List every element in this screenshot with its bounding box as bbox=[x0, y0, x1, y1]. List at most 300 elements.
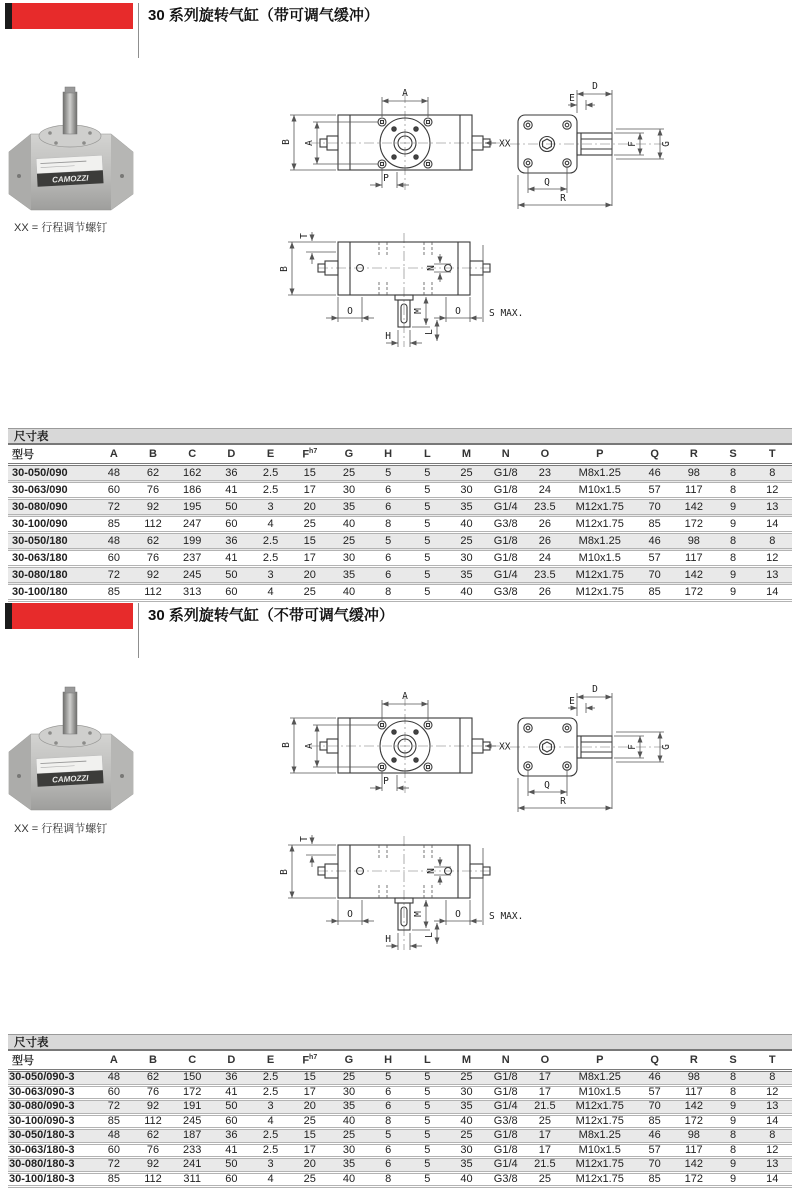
column-header: T bbox=[753, 1051, 792, 1071]
dimension-cell: G1/4 bbox=[486, 567, 525, 584]
dimension-cell: 142 bbox=[674, 567, 713, 584]
dimension-cell: M8x1.25 bbox=[564, 1129, 635, 1144]
dimension-cell: 57 bbox=[635, 1143, 674, 1158]
dimension-cell: 8 bbox=[713, 465, 752, 482]
dimension-cell: 25 bbox=[290, 584, 329, 601]
dimension-cell: 5 bbox=[408, 1158, 447, 1173]
dimension-cell: 15 bbox=[290, 533, 329, 550]
column-header: $F^{h7}$ bbox=[290, 1051, 329, 1071]
model-cell: 30-100/090 bbox=[8, 516, 94, 533]
column-header: 型号 bbox=[8, 1051, 94, 1071]
dimension-cell: 9 bbox=[713, 1100, 752, 1115]
dimension-cell: 8 bbox=[713, 533, 752, 550]
bottom-view bbox=[279, 232, 523, 347]
dimension-cell: 25 bbox=[447, 533, 486, 550]
dimension-cell: 26 bbox=[525, 584, 564, 601]
dim-label-q: Q bbox=[544, 177, 550, 188]
dimension-cell: 6 bbox=[369, 567, 408, 584]
page-title-2: 30 系列旋转气缸（不带可调气缓冲） bbox=[148, 607, 394, 624]
dimension-cell: 15 bbox=[290, 1071, 329, 1086]
dimension-cell: M10x1.5 bbox=[564, 1085, 635, 1100]
dimension-cell: G1/8 bbox=[486, 1071, 525, 1086]
model-cell: 30-063/090-3 bbox=[8, 1085, 94, 1100]
dimension-cell: M12x1.75 bbox=[564, 567, 635, 584]
dimension-cell: 172 bbox=[674, 1172, 713, 1187]
dimension-cell: 5 bbox=[408, 499, 447, 516]
dimension-cell: 70 bbox=[635, 567, 674, 584]
dimension-cell: 36 bbox=[212, 1071, 251, 1086]
table-title: 尺寸表 bbox=[8, 1034, 792, 1051]
dimension-cell: 40 bbox=[329, 584, 368, 601]
dimension-cell: 60 bbox=[94, 482, 133, 499]
dimension-cell: 85 bbox=[94, 1172, 133, 1187]
dimension-cell: 35 bbox=[329, 1100, 368, 1115]
dimension-cell: 3 bbox=[251, 499, 290, 516]
dimension-cell: 25 bbox=[329, 1071, 368, 1086]
dimension-cell: 62 bbox=[133, 1071, 172, 1086]
dimension-cell: 2.5 bbox=[251, 1071, 290, 1086]
column-header: S bbox=[713, 1051, 752, 1071]
dimension-cell: 46 bbox=[635, 533, 674, 550]
dimension-cell: 150 bbox=[173, 1071, 212, 1086]
dimension-cell: 41 bbox=[212, 482, 251, 499]
dimension-cell: 98 bbox=[674, 1129, 713, 1144]
column-header: T bbox=[753, 445, 792, 465]
brand-label: CAMOZZI bbox=[51, 173, 89, 185]
dimension-cell: 25 bbox=[447, 465, 486, 482]
dimension-cell: 26 bbox=[525, 533, 564, 550]
dimension-cell: 5 bbox=[369, 465, 408, 482]
dimension-cell: 12 bbox=[753, 550, 792, 567]
dimension-cell: 70 bbox=[635, 499, 674, 516]
dimension-cell: G3/8 bbox=[486, 584, 525, 601]
dimension-cell: 311 bbox=[173, 1172, 212, 1187]
column-header: L bbox=[408, 1051, 447, 1071]
dimension-cell: 72 bbox=[94, 567, 133, 584]
dimension-cell: 8 bbox=[369, 1172, 408, 1187]
dimension-cell: 36 bbox=[212, 533, 251, 550]
dimension-cell: 8 bbox=[369, 584, 408, 601]
dimension-cell: 186 bbox=[173, 482, 212, 499]
dimension-cell: 8 bbox=[713, 1143, 752, 1158]
dim-label-e: E bbox=[569, 93, 575, 104]
dimension-cell: 142 bbox=[674, 1158, 713, 1173]
table-row bbox=[8, 499, 792, 516]
dimension-cell: 6 bbox=[369, 550, 408, 567]
dimension-cell: 98 bbox=[674, 533, 713, 550]
column-header: N bbox=[486, 1051, 525, 1071]
dimension-cell: 60 bbox=[212, 1114, 251, 1129]
dim-label-n: N bbox=[426, 265, 437, 271]
drawing-note: XX = 行程调节螺钉 bbox=[14, 823, 108, 835]
dimension-cell: 57 bbox=[635, 1085, 674, 1100]
dimension-cell: 70 bbox=[635, 1100, 674, 1115]
dimension-cell: 85 bbox=[635, 1114, 674, 1129]
dimension-cell: 60 bbox=[212, 584, 251, 601]
page-title: 30 系列旋转气缸（带可调气缓冲） bbox=[148, 7, 379, 24]
dimension-cell: 13 bbox=[753, 1158, 792, 1173]
shaft bbox=[63, 92, 77, 134]
dim-label-l: L bbox=[424, 329, 435, 335]
dimension-cell: G1/8 bbox=[486, 1143, 525, 1158]
table-row bbox=[8, 1158, 792, 1173]
dimension-cell: 17 bbox=[290, 550, 329, 567]
dimension-cell: 117 bbox=[674, 550, 713, 567]
column-header: H bbox=[369, 1051, 408, 1071]
dimension-cell: G1/8 bbox=[486, 1129, 525, 1144]
dimension-cell: 48 bbox=[94, 533, 133, 550]
dimension-cell: 172 bbox=[674, 1114, 713, 1129]
dimension-cell: M12x1.75 bbox=[564, 1158, 635, 1173]
dimension-cell: 6 bbox=[369, 1100, 408, 1115]
dimension-cell: M12x1.75 bbox=[564, 516, 635, 533]
model-cell: 30-080/180-3 bbox=[8, 1158, 94, 1173]
dimension-cell: 35 bbox=[329, 567, 368, 584]
dimension-cell: 57 bbox=[635, 482, 674, 499]
dimension-cell: 5 bbox=[408, 584, 447, 601]
dimension-cell: 117 bbox=[674, 1143, 713, 1158]
column-header: H bbox=[369, 445, 408, 465]
dimension-cell: 172 bbox=[173, 1085, 212, 1100]
dimension-cell: G3/8 bbox=[486, 516, 525, 533]
dimension-cell: 46 bbox=[635, 1071, 674, 1086]
dimension-cell: 85 bbox=[94, 516, 133, 533]
dimension-cell: 142 bbox=[674, 499, 713, 516]
dimension-cell: 60 bbox=[94, 1085, 133, 1100]
model-cell: 30-100/180-3 bbox=[8, 1172, 94, 1187]
dimension-cell: 85 bbox=[94, 1114, 133, 1129]
dimension-cell: G1/8 bbox=[486, 533, 525, 550]
dim-label-p: P bbox=[383, 173, 389, 184]
dimension-cell: 117 bbox=[674, 1085, 713, 1100]
dimension-cell: 112 bbox=[133, 1172, 172, 1187]
model-cell: 30-050/180-3 bbox=[8, 1129, 94, 1144]
dimension-cell: 85 bbox=[635, 1172, 674, 1187]
dimension-cell: 35 bbox=[329, 499, 368, 516]
dimension-cell: 2.5 bbox=[251, 550, 290, 567]
dimension-cell: 5 bbox=[408, 1129, 447, 1144]
dimension-cell: 2.5 bbox=[251, 1129, 290, 1144]
dim-label-b: B bbox=[281, 139, 292, 145]
column-header: E bbox=[251, 445, 290, 465]
model-cell: 30-080/090 bbox=[8, 499, 94, 516]
dimension-cell: 9 bbox=[713, 499, 752, 516]
dimension-cell: 41 bbox=[212, 1085, 251, 1100]
dimension-cell: G1/8 bbox=[486, 465, 525, 482]
dim-label-a2: A bbox=[304, 140, 315, 146]
dimension-cell: M12x1.75 bbox=[564, 584, 635, 601]
model-cell: 30-050/180 bbox=[8, 533, 94, 550]
dimension-cell: 25 bbox=[329, 465, 368, 482]
dimension-cell: 241 bbox=[173, 1158, 212, 1173]
table-row bbox=[8, 533, 792, 550]
dim-label-d: D bbox=[592, 81, 598, 92]
dimension-cell: 60 bbox=[212, 516, 251, 533]
dimension-cell: 9 bbox=[713, 516, 752, 533]
dimension-cell: 46 bbox=[635, 465, 674, 482]
dimension-cell: 25 bbox=[290, 516, 329, 533]
dimension-cell: 9 bbox=[713, 1158, 752, 1173]
banner-accent-red bbox=[12, 603, 133, 629]
dimension-cell: 24 bbox=[525, 550, 564, 567]
dimension-cell: 72 bbox=[94, 1100, 133, 1115]
dimension-cell: 30 bbox=[447, 1085, 486, 1100]
dimension-cell: 8 bbox=[713, 1071, 752, 1086]
dimension-cell: 40 bbox=[447, 1172, 486, 1187]
dimension-cell: 20 bbox=[290, 567, 329, 584]
dimension-cell: 23.5 bbox=[525, 567, 564, 584]
dimension-cell: 17 bbox=[525, 1129, 564, 1144]
dimension-cell: 9 bbox=[713, 584, 752, 601]
dimension-cell: 23.5 bbox=[525, 499, 564, 516]
dimension-cell: G1/8 bbox=[486, 482, 525, 499]
dimension-cell: 8 bbox=[753, 1071, 792, 1086]
dimension-cell: 13 bbox=[753, 1100, 792, 1115]
dimension-cell: 4 bbox=[251, 1172, 290, 1187]
dimension-cell: 187 bbox=[173, 1129, 212, 1144]
dimension-cell: 12 bbox=[753, 1143, 792, 1158]
dim-label-smax: S MAX. bbox=[489, 308, 524, 319]
dimension-cell: 98 bbox=[674, 465, 713, 482]
dim-label-m: M bbox=[413, 308, 424, 314]
dimension-cell: 142 bbox=[674, 1100, 713, 1115]
banner-accent-red bbox=[12, 3, 133, 29]
dimension-cell: 5 bbox=[369, 1071, 408, 1086]
dimension-cell: M12x1.75 bbox=[564, 499, 635, 516]
table-title: 尺寸表 bbox=[8, 428, 792, 445]
dimension-cell: 41 bbox=[212, 1143, 251, 1158]
dimension-cell: G1/4 bbox=[486, 499, 525, 516]
dimension-cell: 23 bbox=[525, 465, 564, 482]
column-header: $F^{h7}$ bbox=[290, 445, 329, 465]
dimension-cell: 25 bbox=[525, 1172, 564, 1187]
dimension-cell: 3 bbox=[251, 1100, 290, 1115]
dimension-cell: 60 bbox=[94, 550, 133, 567]
dimension-cell: 313 bbox=[173, 584, 212, 601]
dimension-cell: 14 bbox=[753, 1172, 792, 1187]
dimension-cell: 25 bbox=[447, 1071, 486, 1086]
dimension-cell: 6 bbox=[369, 1085, 408, 1100]
dimension-cell: 72 bbox=[94, 499, 133, 516]
dimension-cell: 30 bbox=[329, 1143, 368, 1158]
dimension-cell: 8 bbox=[713, 482, 752, 499]
dimension-cell: 30 bbox=[447, 1143, 486, 1158]
model-cell: 30-100/090-3 bbox=[8, 1114, 94, 1129]
dimension-cell: 5 bbox=[408, 1143, 447, 1158]
column-header: A bbox=[94, 445, 133, 465]
column-header: A bbox=[94, 1051, 133, 1071]
dimension-table-section bbox=[8, 428, 792, 602]
table-row bbox=[8, 516, 792, 533]
dimension-cell: 60 bbox=[212, 1172, 251, 1187]
section-banner bbox=[5, 3, 133, 29]
column-header: G bbox=[329, 1051, 368, 1071]
dimension-cell: 62 bbox=[133, 1129, 172, 1144]
column-header: D bbox=[212, 1051, 251, 1071]
dimension-cell: 62 bbox=[133, 533, 172, 550]
column-header: M bbox=[447, 445, 486, 465]
dimension-cell: 20 bbox=[290, 499, 329, 516]
dimension-cell: 21.5 bbox=[525, 1100, 564, 1115]
dimension-cell: 35 bbox=[447, 567, 486, 584]
dimension-cell: 14 bbox=[753, 1114, 792, 1129]
dimension-cell: 2.5 bbox=[251, 1085, 290, 1100]
dimension-cell: 35 bbox=[447, 1158, 486, 1173]
dim-label-o: O bbox=[347, 306, 353, 317]
dimension-cell: 112 bbox=[133, 516, 172, 533]
product-photo bbox=[5, 686, 137, 836]
dimension-cell: 92 bbox=[133, 1158, 172, 1173]
column-header: Q bbox=[635, 1051, 674, 1071]
dimension-cell: 15 bbox=[290, 465, 329, 482]
column-header: R bbox=[674, 1051, 713, 1071]
dimension-cell: 8 bbox=[369, 516, 408, 533]
technical-drawing bbox=[270, 678, 800, 963]
dim-label-r: R bbox=[560, 193, 566, 204]
dimension-cell: 40 bbox=[447, 1114, 486, 1129]
column-header: O bbox=[525, 1051, 564, 1071]
dimension-cell: 8 bbox=[753, 465, 792, 482]
dimension-cell: 17 bbox=[290, 1085, 329, 1100]
dimension-cell: M10x1.5 bbox=[564, 550, 635, 567]
dimension-cell: 76 bbox=[133, 550, 172, 567]
dimension-cell: 50 bbox=[212, 1100, 251, 1115]
dimension-cell: M8x1.25 bbox=[564, 1071, 635, 1086]
dimension-cell: 172 bbox=[674, 516, 713, 533]
column-header: P bbox=[564, 445, 635, 465]
dim-label-g: G bbox=[661, 141, 672, 147]
table-row bbox=[8, 465, 792, 482]
dimension-cell: 13 bbox=[753, 567, 792, 584]
dimension-cell: 15 bbox=[290, 1129, 329, 1144]
dimension-cell: 17 bbox=[525, 1085, 564, 1100]
dimension-cell: 13 bbox=[753, 499, 792, 516]
dimension-cell: 6 bbox=[369, 499, 408, 516]
dim-label-o2: O bbox=[455, 306, 461, 317]
dimension-cell: 35 bbox=[447, 1100, 486, 1115]
dimension-cell: 35 bbox=[447, 499, 486, 516]
column-header: Q bbox=[635, 445, 674, 465]
dimension-cell: 30 bbox=[329, 482, 368, 499]
dimension-table bbox=[8, 1051, 792, 1188]
dimension-cell: G1/4 bbox=[486, 1100, 525, 1115]
dimension-cell: 25 bbox=[290, 1172, 329, 1187]
dimension-cell: 6 bbox=[369, 482, 408, 499]
dimension-cell: 14 bbox=[753, 584, 792, 601]
dimension-cell: 50 bbox=[212, 567, 251, 584]
table-row bbox=[8, 584, 792, 601]
stroke-screw-label: XX bbox=[499, 138, 511, 150]
dimension-cell: 5 bbox=[408, 1172, 447, 1187]
dimension-cell: 17 bbox=[525, 1143, 564, 1158]
column-header: 型号 bbox=[8, 445, 94, 465]
dimension-cell: 237 bbox=[173, 550, 212, 567]
dimension-cell: 50 bbox=[212, 1158, 251, 1173]
dimension-cell: 30 bbox=[329, 1085, 368, 1100]
column-header: C bbox=[173, 445, 212, 465]
dimension-cell: 5 bbox=[408, 465, 447, 482]
table-row bbox=[8, 550, 792, 567]
dimension-cell: 5 bbox=[408, 1071, 447, 1086]
dimension-cell: 40 bbox=[329, 516, 368, 533]
drawing-note: XX = 行程调节螺钉 bbox=[14, 222, 108, 234]
table-row bbox=[8, 1100, 792, 1115]
dimension-cell: 70 bbox=[635, 1158, 674, 1173]
column-header: P bbox=[564, 1051, 635, 1071]
dimension-cell: 245 bbox=[173, 1114, 212, 1129]
dimension-cell: 12 bbox=[753, 1085, 792, 1100]
dimension-cell: 2.5 bbox=[251, 465, 290, 482]
dimension-cell: 233 bbox=[173, 1143, 212, 1158]
dimension-cell: M10x1.5 bbox=[564, 1143, 635, 1158]
dimension-table-section bbox=[8, 1034, 792, 1188]
dimension-cell: M8x1.25 bbox=[564, 533, 635, 550]
dimension-cell: 30 bbox=[447, 550, 486, 567]
banner-accent-black bbox=[5, 3, 12, 29]
table-row bbox=[8, 1085, 792, 1100]
dimension-cell: 5 bbox=[408, 1114, 447, 1129]
dim-label-b2: B bbox=[279, 266, 290, 272]
dimension-cell: 14 bbox=[753, 516, 792, 533]
dimension-cell: 40 bbox=[447, 516, 486, 533]
model-cell: 30-063/090 bbox=[8, 482, 94, 499]
dimension-cell: 76 bbox=[133, 1143, 172, 1158]
section-banner bbox=[5, 603, 133, 629]
dimension-cell: 5 bbox=[408, 550, 447, 567]
dimension-cell: 6 bbox=[369, 1158, 408, 1173]
dimension-cell: M12x1.75 bbox=[564, 1100, 635, 1115]
dimension-table bbox=[8, 445, 792, 602]
product-photo bbox=[5, 86, 137, 236]
model-cell: 30-063/180-3 bbox=[8, 1143, 94, 1158]
dimension-cell: 24 bbox=[525, 482, 564, 499]
dimension-cell: 191 bbox=[173, 1100, 212, 1115]
technical-drawing bbox=[270, 75, 800, 360]
dimension-cell: 172 bbox=[674, 584, 713, 601]
dimension-cell: M12x1.75 bbox=[564, 1114, 635, 1129]
dimension-cell: 8 bbox=[753, 533, 792, 550]
dimension-cell: 40 bbox=[329, 1114, 368, 1129]
dimension-cell: 60 bbox=[94, 1143, 133, 1158]
dimension-cell: 36 bbox=[212, 465, 251, 482]
dimension-cell: 5 bbox=[408, 482, 447, 499]
dimension-cell: 199 bbox=[173, 533, 212, 550]
table-row bbox=[8, 482, 792, 499]
dim-label-h: H bbox=[385, 331, 391, 342]
dimension-cell: 72 bbox=[94, 1158, 133, 1173]
dimension-cell: 247 bbox=[173, 516, 212, 533]
dimension-cell: 76 bbox=[133, 482, 172, 499]
dimension-cell: 98 bbox=[674, 1071, 713, 1086]
dimension-cell: 40 bbox=[329, 1172, 368, 1187]
dimension-cell: 8 bbox=[713, 1085, 752, 1100]
dimension-cell: 30 bbox=[329, 550, 368, 567]
dimension-cell: 46 bbox=[635, 1129, 674, 1144]
dimension-cell: 5 bbox=[408, 533, 447, 550]
column-header: B bbox=[133, 1051, 172, 1071]
banner-divider bbox=[138, 3, 139, 58]
table-header-row bbox=[8, 445, 792, 465]
product-label bbox=[36, 155, 103, 186]
dimension-cell: M12x1.75 bbox=[564, 1172, 635, 1187]
dimension-cell: 8 bbox=[369, 1114, 408, 1129]
dimension-cell: 12 bbox=[753, 482, 792, 499]
dimension-cell: 21.5 bbox=[525, 1158, 564, 1173]
dimension-cell: 9 bbox=[713, 1172, 752, 1187]
dimension-cell: 112 bbox=[133, 584, 172, 601]
dimension-cell: 40 bbox=[447, 584, 486, 601]
dimension-cell: 41 bbox=[212, 550, 251, 567]
